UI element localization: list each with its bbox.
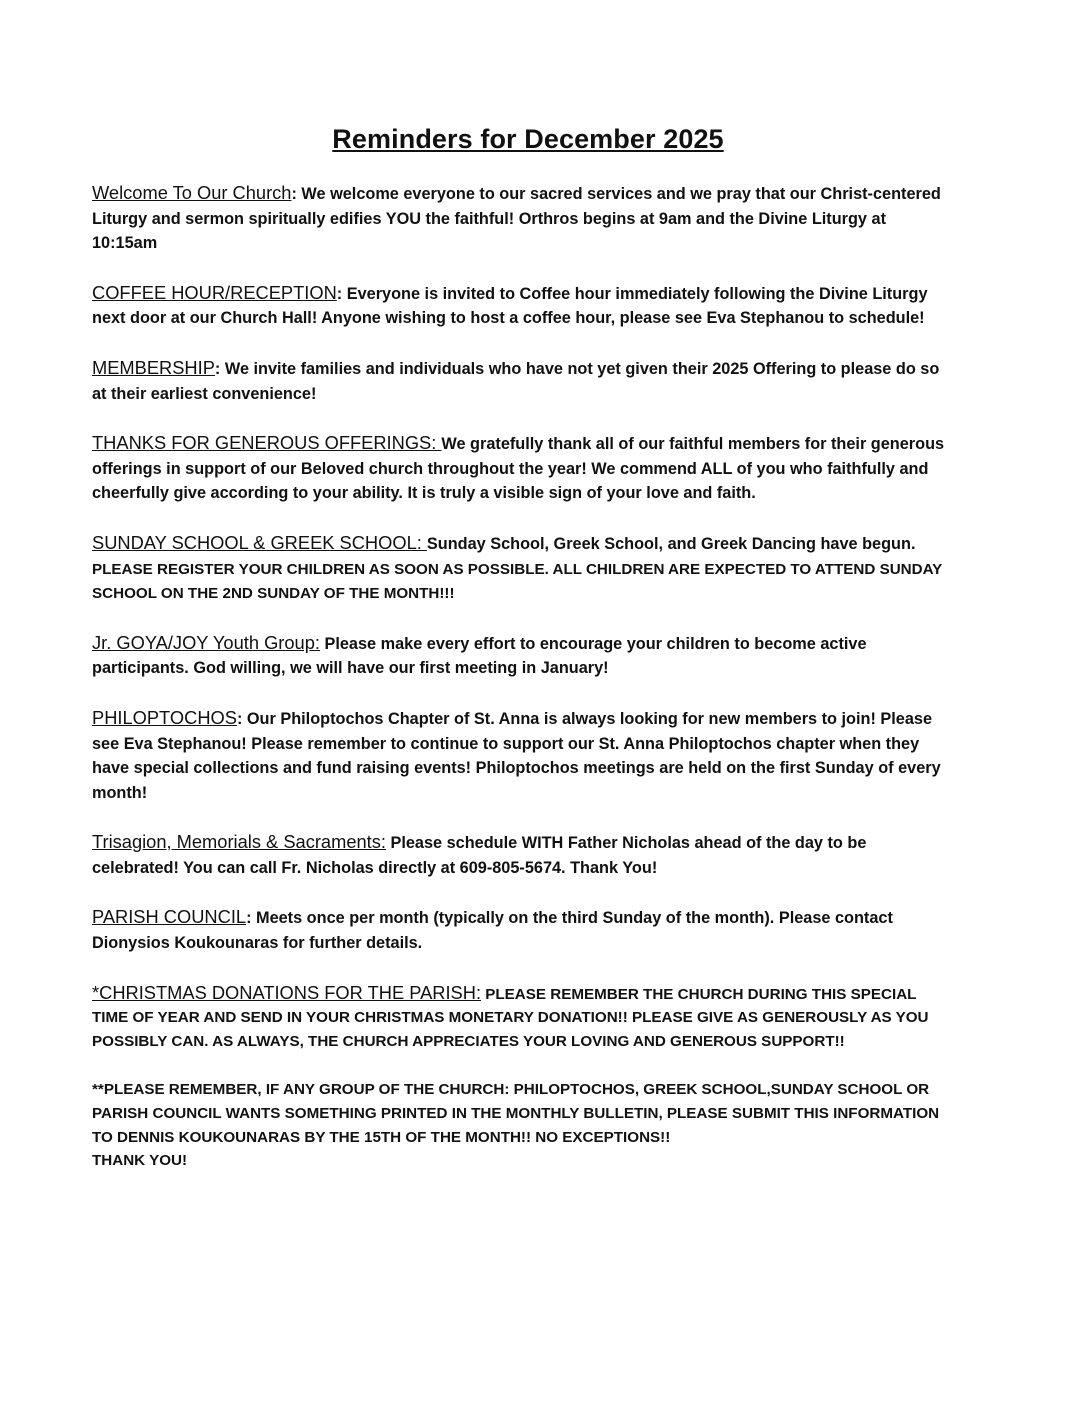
section-body: Sunday School, Greek School, and Greek Dancing have begun. [426, 534, 916, 553]
heading-colon: : [214, 359, 221, 378]
section-body: Meets once per month (typically on the third Sunday of the month). Please contact Dionysios Koukounaras for further details. [92, 909, 893, 953]
section-body: We welcome everyone to our sacred services and we pray that our Christ-centered Liturgy and sermon spiritually edifies YOU the faithful! Orthros begins at 9am and the Divine Liturgy at 10:15am [92, 185, 941, 253]
thank-you-line: THANK YOU! [92, 1152, 188, 1170]
heading-colon: : [236, 709, 243, 728]
section-heading: Jr. GOYA/JOY Youth Group: [92, 631, 320, 653]
page-title: Reminders for December 2025 [332, 124, 724, 154]
section-heading: PARISH COUNCIL [92, 906, 247, 928]
section-caps-notice: PLEASE REGISTER YOUR CHILDREN AS SOON AS POSSIBLE. ALL CHILDREN ARE EXPECTED TO ATTEND SUNDAY SCHOOL ON THE 2ND SUNDAY OF THE MONTH!!! [92, 560, 943, 603]
section-heading: COFFEE HOUR/RECEPTION [92, 281, 337, 303]
section-body: **PLEASE REMEMBER, IF ANY GROUP OF THE CHURCH: PHILOPTOCHOS, GREEK SCHOOL,SUNDAY SCHOOL OR PARISH COUNCIL WANTS SOMETHING PRINTED IN THE MONTHLY BULLETIN, PLEASE SUBMIT THIS INFORMATION TO DENNIS KOUKOUNARAS BY THE 15TH OF THE MONTH!! NO EXCEPTIONS!! [92, 1081, 940, 1146]
section-heading: Trisagion, Memorials & Sacraments: [92, 831, 386, 853]
section-membership [92, 356, 948, 406]
section-heading: THANKS FOR GENEROUS OFFERINGS: [92, 432, 442, 454]
heading-colon: : [336, 284, 343, 303]
section-body: We gratefully thank all of our faithful members for their generous offerings in support of our Beloved church throughout the year! We commend ALL of you who faithfully and cheerfully give according to your ability. It is truly a visible sign of your love and faith. [92, 435, 945, 503]
section-body: Everyone is invited to Coffee hour immediately following the Divine Liturgy next door at our Church Hall! Anyone wishing to host a coffee hour, please see Eva Stephanou to schedule! [92, 284, 928, 328]
section-parish-council [92, 905, 948, 955]
section-thanks-offerings [92, 431, 948, 506]
section-bulletin-notice [92, 1078, 948, 1172]
section-body: Our Philoptochos Chapter of St. Anna is always looking for new members to join! Please see Eva Stephanou! Please remember to continue to support our St. Anna Philoptochos chapter when they have special collections and fund raising events! Philoptochos meetings are held on the first Sunday of every month! [92, 709, 941, 802]
section-heading: Welcome To Our Church [92, 182, 292, 203]
section-philoptochos [92, 706, 948, 805]
section-coffee-hour [92, 281, 948, 331]
section-heading: *CHRISTMAS DONATIONS FOR THE PARISH: [92, 981, 482, 1003]
heading-colon: : [246, 909, 252, 928]
section-body: Please schedule WITH Father Nicholas ahead of the day to be celebrated! You can call Fr. Nicholas directly at 609-805-5674. Thank You! [92, 834, 867, 877]
section-sunday-school [92, 531, 948, 606]
heading-colon: : [291, 185, 297, 203]
section-heading: MEMBERSHIP [92, 356, 215, 378]
section-body: PLEASE REMEMBER THE CHURCH DURING THIS SPECIAL TIME OF YEAR AND SEND IN YOUR CHRISTMAS MONETARY DONATION!! PLEASE GIVE AS GENEROUSLY AS YOU POSSIBLY CAN. AS ALWAYS, THE CHURCH APPRECIATES YOUR LOVING AND GENEROUS SUPPORT!! [92, 985, 929, 1050]
section-body: We invite families and individuals who have not yet given their 2025 Offering to please do so at their earliest convenience! [92, 359, 940, 403]
section-body: Please make every effort to encourage your children to become active participants. God willing, we will have our first meeting in January! [92, 634, 867, 678]
section-trisagion [92, 830, 948, 880]
section-heading: PHILOPTOCHOS [92, 706, 237, 728]
section-youth-group [92, 631, 948, 681]
section-welcome [92, 181, 948, 256]
section-heading: SUNDAY SCHOOL & GREEK SCHOOL: [92, 531, 427, 553]
section-christmas-donations [92, 981, 948, 1054]
